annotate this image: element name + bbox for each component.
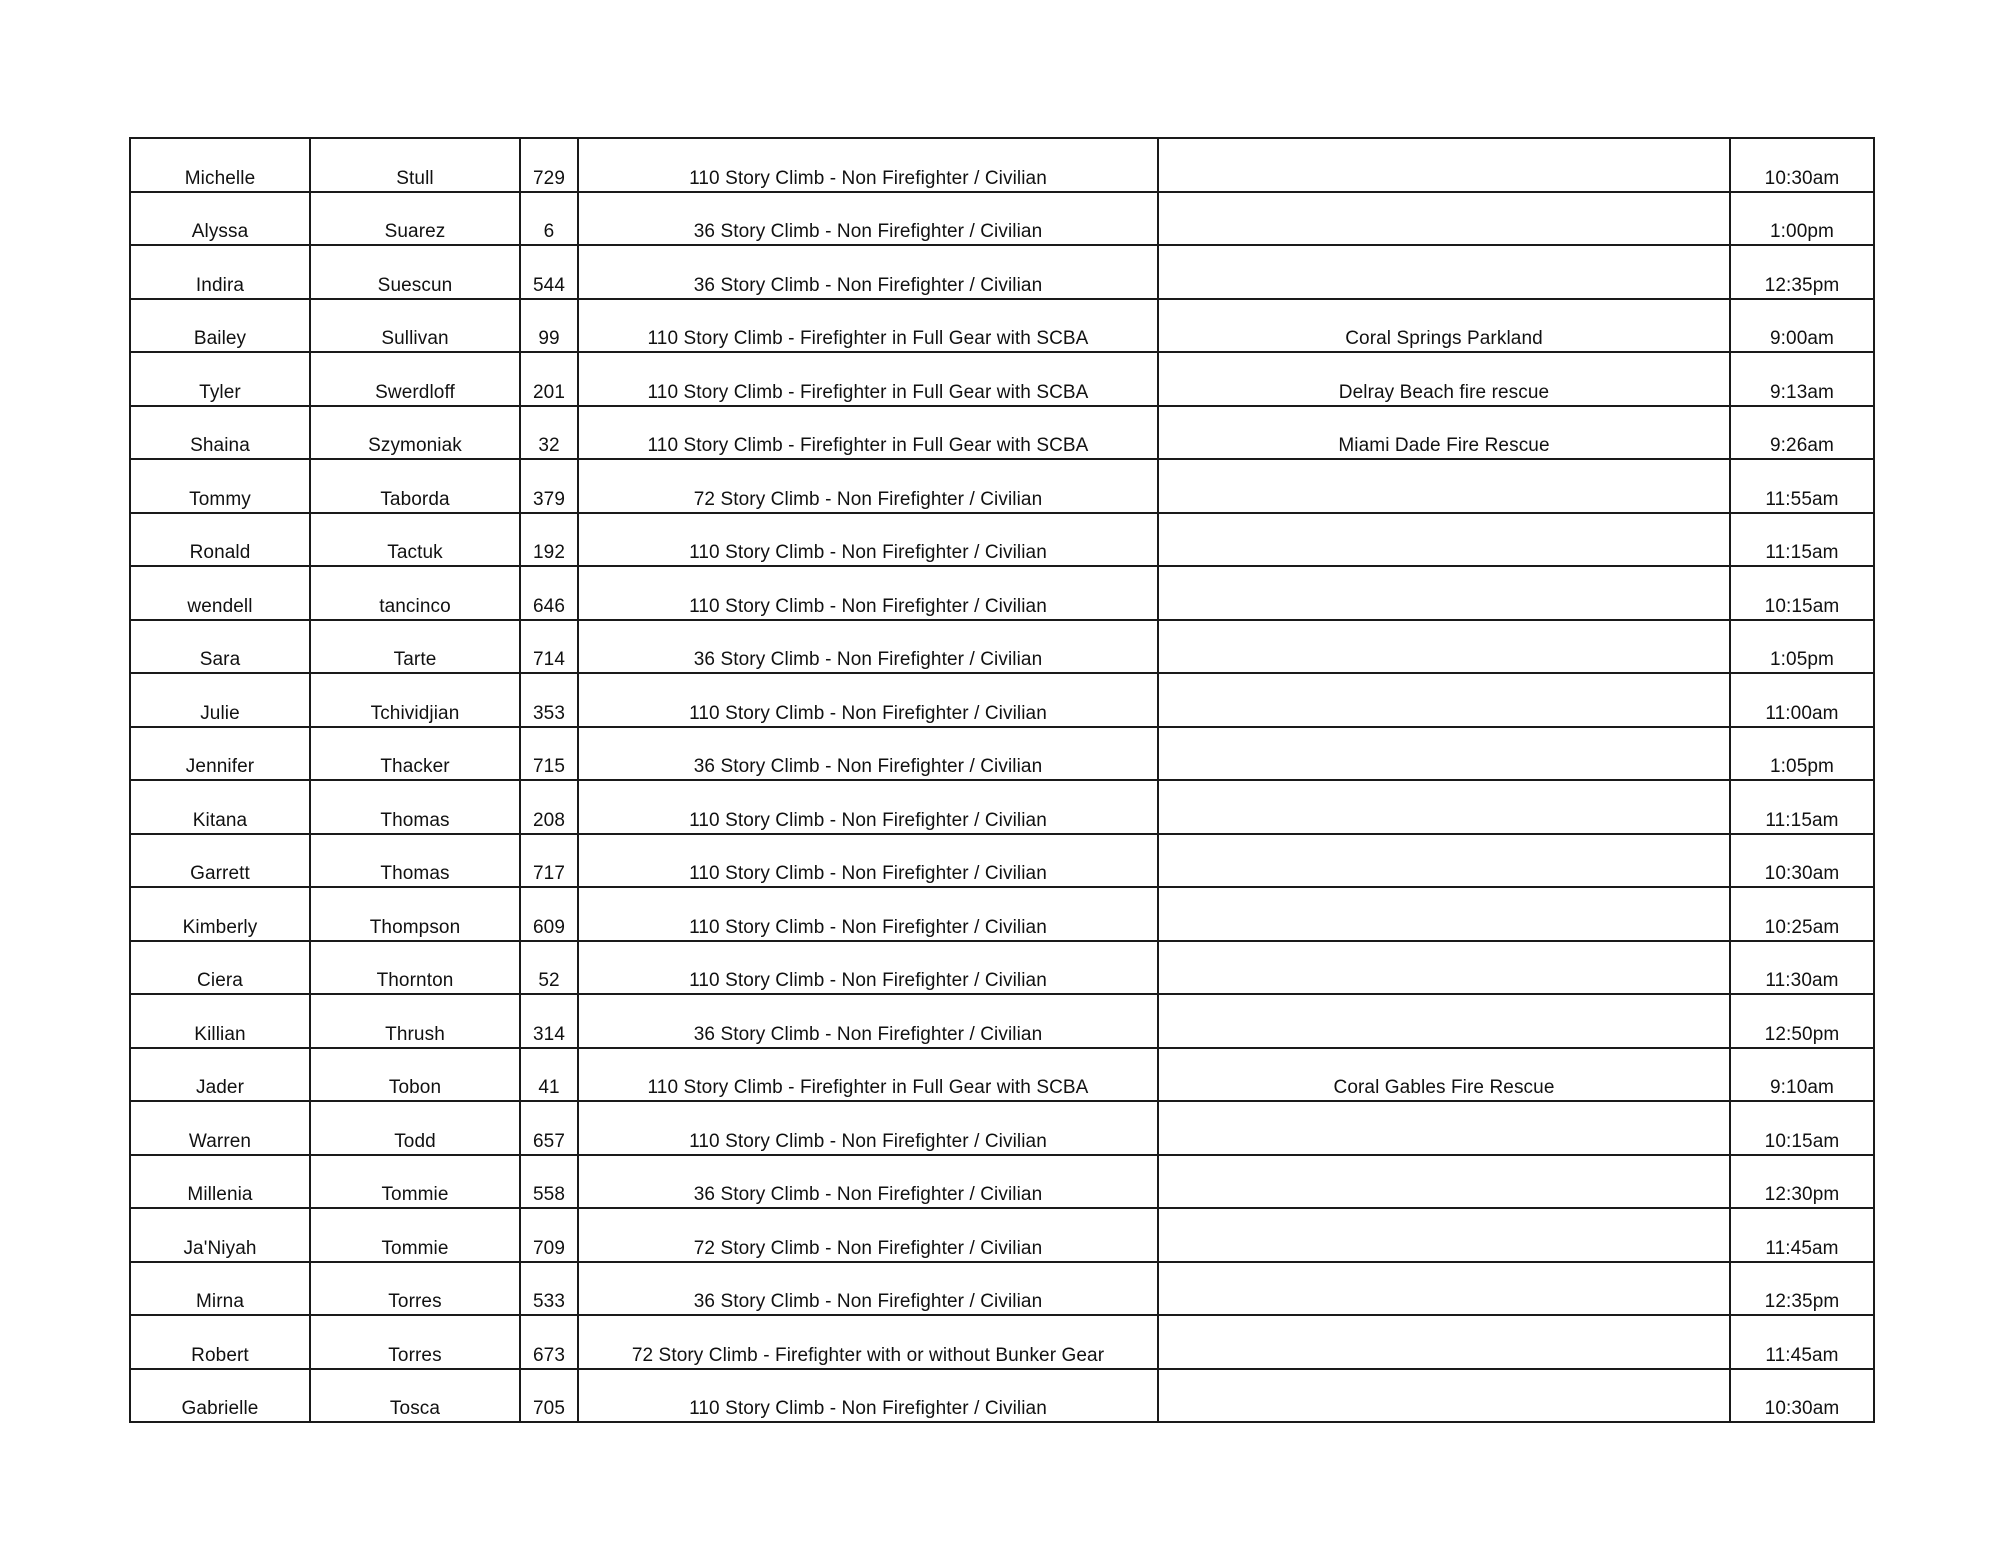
event-cell <box>578 138 1158 192</box>
bib-number-cell <box>520 1315 578 1369</box>
start-time-cell <box>1730 834 1874 888</box>
last-name-cell-text: Tommie <box>381 1184 449 1205</box>
event-cell-text: 110 Story Climb - Non Firefighter / Civilian <box>689 970 1047 991</box>
start-time-cell <box>1730 994 1874 1048</box>
last-name-cell-text: Todd <box>394 1130 436 1152</box>
bib-number-cell <box>520 834 578 888</box>
event-cell <box>578 673 1158 727</box>
table-row <box>130 352 1874 406</box>
event-cell <box>578 1101 1158 1155</box>
table-row <box>130 245 1874 299</box>
first-name-cell-text: Mirna <box>195 1291 244 1312</box>
last-name-cell-text: Swerdloff <box>375 381 455 403</box>
event-cell <box>578 1262 1158 1316</box>
last-name-cell-text: Thompson <box>369 916 461 938</box>
first-name-cell <box>130 138 310 192</box>
department-cell <box>1158 1315 1730 1369</box>
start-time-cell <box>1730 1369 1874 1423</box>
event-cell <box>578 941 1158 995</box>
event-cell-text: 36 Story Climb - Non Firefighter / Civilian <box>693 221 1043 242</box>
last-name-cell <box>310 352 520 406</box>
table-row <box>130 406 1874 460</box>
last-name-cell-text: Stull <box>396 167 434 189</box>
start-time-cell <box>1730 727 1874 781</box>
event-cell-text: 36 Story Climb - Non Firefighter / Civilian <box>693 1023 1043 1045</box>
last-name-cell-text: Thomas <box>380 809 450 831</box>
table-row <box>130 513 1874 567</box>
department-cell <box>1158 834 1730 888</box>
last-name-cell-text: Szymoniak <box>368 435 462 456</box>
first-name-cell <box>130 887 310 941</box>
department-cell <box>1158 941 1730 995</box>
first-name-cell-text: Jennifer <box>185 756 255 777</box>
table-row <box>130 780 1874 834</box>
bib-number-cell <box>520 673 578 727</box>
first-name-cell <box>130 1155 310 1209</box>
bib-number-cell-text: 99 <box>538 328 560 349</box>
start-time-cell <box>1730 245 1874 299</box>
event-cell <box>578 459 1158 513</box>
department-cell <box>1158 138 1730 192</box>
first-name-cell-text: Warren <box>188 1130 252 1152</box>
bib-number-cell-text: 646 <box>532 595 565 617</box>
table-row <box>130 941 1874 995</box>
bib-number-cell <box>520 1262 578 1316</box>
table-row <box>130 299 1874 353</box>
first-name-cell <box>130 1101 310 1155</box>
bib-number-cell <box>520 299 578 353</box>
department-cell <box>1158 566 1730 620</box>
last-name-cell <box>310 887 520 941</box>
start-time-cell <box>1730 459 1874 513</box>
event-cell <box>578 1155 1158 1209</box>
first-name-cell <box>130 352 310 406</box>
event-cell <box>578 1208 1158 1262</box>
start-time-cell-text: 10:30am <box>1764 167 1840 189</box>
first-name-cell <box>130 1262 310 1316</box>
bib-number-cell <box>520 887 578 941</box>
start-time-cell-text: 9:00am <box>1770 328 1834 349</box>
event-cell-text: 36 Story Climb - Non Firefighter / Civilian <box>693 1184 1043 1205</box>
event-cell-text: 110 Story Climb - Non Firefighter / Civilian <box>689 1398 1047 1419</box>
last-name-cell <box>310 245 520 299</box>
start-time-cell-text: 12:35pm <box>1764 274 1840 296</box>
last-name-cell-text: Thacker <box>380 756 450 777</box>
table-row <box>130 834 1874 888</box>
start-time-cell-text: 11:00am <box>1765 702 1839 724</box>
last-name-cell-text: Taborda <box>380 488 450 510</box>
first-name-cell <box>130 994 310 1048</box>
bib-number-cell <box>520 1048 578 1102</box>
department-cell-text: Coral Springs Parkland <box>1345 328 1543 349</box>
department-cell <box>1158 245 1730 299</box>
bib-number-cell-text: 709 <box>532 1237 565 1259</box>
start-time-cell <box>1730 406 1874 460</box>
first-name-cell <box>130 1369 310 1423</box>
bib-number-cell-text: 717 <box>532 863 565 884</box>
bib-number-cell-text: 201 <box>532 381 565 403</box>
first-name-cell-text: Ja'Niyah <box>183 1237 257 1259</box>
event-cell-text: 36 Story Climb - Non Firefighter / Civilian <box>693 756 1043 777</box>
start-time-cell <box>1730 1208 1874 1262</box>
event-cell <box>578 620 1158 674</box>
first-name-cell-text: Julie <box>200 702 240 724</box>
department-cell <box>1158 887 1730 941</box>
first-name-cell-text: Jader <box>195 1077 245 1098</box>
event-cell <box>578 352 1158 406</box>
bib-number-cell <box>520 459 578 513</box>
department-cell <box>1158 1155 1730 1209</box>
start-time-cell-text: 10:25am <box>1764 916 1840 938</box>
event-cell-text: 110 Story Climb - Non Firefighter / Civilian <box>689 167 1047 189</box>
first-name-cell-text: Kimberly <box>182 916 258 938</box>
bib-number-cell-text: 533 <box>532 1291 565 1312</box>
bib-number-cell-text: 52 <box>538 970 560 991</box>
start-time-cell-text: 12:50pm <box>1764 1023 1840 1045</box>
table-row <box>130 138 1874 192</box>
department-cell <box>1158 513 1730 567</box>
start-time-cell-text: 9:26am <box>1770 435 1834 456</box>
bib-number-cell <box>520 406 578 460</box>
start-time-cell <box>1730 1315 1874 1369</box>
department-cell <box>1158 780 1730 834</box>
last-name-cell <box>310 941 520 995</box>
last-name-cell-text: Thrush <box>385 1023 445 1045</box>
start-time-cell <box>1730 299 1874 353</box>
event-cell-text: 110 Story Climb - Non Firefighter / Civilian <box>689 916 1047 938</box>
table-row <box>130 887 1874 941</box>
last-name-cell <box>310 780 520 834</box>
bib-number-cell <box>520 1101 578 1155</box>
last-name-cell <box>310 834 520 888</box>
department-cell-text: Miami Dade Fire Rescue <box>1338 435 1550 456</box>
first-name-cell <box>130 620 310 674</box>
first-name-cell <box>130 727 310 781</box>
start-time-cell <box>1730 138 1874 192</box>
event-cell <box>578 192 1158 246</box>
first-name-cell <box>130 1048 310 1102</box>
event-cell-text: 72 Story Climb - Non Firefighter / Civilian <box>693 1237 1043 1259</box>
first-name-cell-text: Tommy <box>189 488 251 510</box>
bib-number-cell-text: 353 <box>532 702 565 724</box>
table-row <box>130 620 1874 674</box>
start-time-cell <box>1730 1101 1874 1155</box>
last-name-cell-text: Tosca <box>389 1398 441 1419</box>
event-cell-text: 110 Story Climb - Firefighter in Full Gear with SCBA <box>647 435 1089 456</box>
event-cell <box>578 513 1158 567</box>
event-cell <box>578 887 1158 941</box>
bib-number-cell-text: 314 <box>532 1023 565 1045</box>
event-cell <box>578 780 1158 834</box>
first-name-cell-text: Killian <box>194 1023 246 1045</box>
department-cell <box>1158 1048 1730 1102</box>
table-row <box>130 566 1874 620</box>
event-cell <box>578 834 1158 888</box>
last-name-cell-text: Torres <box>388 1344 442 1366</box>
event-cell <box>578 1048 1158 1102</box>
event-cell-text: 36 Story Climb - Non Firefighter / Civilian <box>693 274 1043 296</box>
first-name-cell-text: Gabrielle <box>181 1398 259 1419</box>
first-name-cell <box>130 780 310 834</box>
department-cell <box>1158 727 1730 781</box>
start-time-cell <box>1730 780 1874 834</box>
bib-number-cell-text: 208 <box>532 809 565 831</box>
start-time-cell-text: 11:30am <box>1765 970 1839 991</box>
event-cell <box>578 245 1158 299</box>
table-row <box>130 673 1874 727</box>
last-name-cell-text: Thomas <box>380 863 450 884</box>
event-cell-text: 110 Story Climb - Non Firefighter / Civilian <box>689 702 1047 724</box>
start-time-cell-text: 1:00pm <box>1770 221 1834 242</box>
start-time-cell-text: 11:45am <box>1765 1344 1839 1366</box>
first-name-cell-text: Garrett <box>190 863 250 884</box>
last-name-cell <box>310 1369 520 1423</box>
first-name-cell-text: Sara <box>199 649 241 670</box>
first-name-cell <box>130 299 310 353</box>
table-row <box>130 1048 1874 1102</box>
participant-table <box>129 137 1875 1423</box>
last-name-cell <box>310 1262 520 1316</box>
first-name-cell <box>130 192 310 246</box>
first-name-cell-text: Indira <box>195 274 245 296</box>
bib-number-cell <box>520 994 578 1048</box>
start-time-cell <box>1730 1048 1874 1102</box>
bib-number-cell-text: 32 <box>538 435 560 456</box>
bib-number-cell <box>520 727 578 781</box>
event-cell-text: 110 Story Climb - Firefighter in Full Gear with SCBA <box>647 1077 1089 1098</box>
start-time-cell-text: 1:05pm <box>1770 756 1834 777</box>
start-time-cell-text: 11:45am <box>1765 1237 1839 1259</box>
event-cell-text: 72 Story Climb - Non Firefighter / Civilian <box>693 488 1043 510</box>
start-time-cell-text: 10:30am <box>1764 863 1840 884</box>
first-name-cell-text: Ciera <box>197 970 243 991</box>
bib-number-cell <box>520 245 578 299</box>
bib-number-cell-text: 6 <box>543 221 555 242</box>
last-name-cell <box>310 994 520 1048</box>
department-cell <box>1158 192 1730 246</box>
bib-number-cell <box>520 192 578 246</box>
table-row <box>130 1369 1874 1423</box>
last-name-cell <box>310 138 520 192</box>
last-name-cell <box>310 727 520 781</box>
bib-number-cell <box>520 566 578 620</box>
start-time-cell <box>1730 1155 1874 1209</box>
last-name-cell-text: Suescun <box>377 274 453 296</box>
last-name-cell-text: Tactuk <box>387 542 443 563</box>
first-name-cell <box>130 459 310 513</box>
bib-number-cell-text: 673 <box>532 1344 565 1366</box>
start-time-cell-text: 11:55am <box>1765 488 1839 510</box>
start-time-cell <box>1730 887 1874 941</box>
bib-number-cell <box>520 352 578 406</box>
event-cell-text: 110 Story Climb - Non Firefighter / Civilian <box>689 595 1047 617</box>
first-name-cell-text: Millenia <box>187 1184 253 1205</box>
department-cell <box>1158 1369 1730 1423</box>
last-name-cell-text: Torres <box>388 1291 442 1312</box>
event-cell-text: 110 Story Climb - Non Firefighter / Civilian <box>689 863 1047 884</box>
bib-number-cell <box>520 138 578 192</box>
first-name-cell-text: Alyssa <box>191 221 249 242</box>
start-time-cell-text: 10:15am <box>1764 595 1840 617</box>
bib-number-cell-text: 715 <box>532 756 565 777</box>
department-cell <box>1158 673 1730 727</box>
last-name-cell <box>310 673 520 727</box>
start-time-cell-text: 11:15am <box>1765 809 1839 831</box>
department-cell <box>1158 994 1730 1048</box>
department-cell <box>1158 352 1730 406</box>
start-time-cell <box>1730 192 1874 246</box>
last-name-cell-text: Tobon <box>388 1077 442 1098</box>
bib-number-cell-text: 192 <box>532 542 565 563</box>
event-cell-text: 110 Story Climb - Non Firefighter / Civilian <box>689 809 1047 831</box>
last-name-cell <box>310 299 520 353</box>
bib-number-cell-text: 714 <box>532 649 565 670</box>
table-row <box>130 727 1874 781</box>
first-name-cell <box>130 834 310 888</box>
event-cell-text: 110 Story Climb - Non Firefighter / Civilian <box>689 542 1047 563</box>
department-cell <box>1158 1262 1730 1316</box>
start-time-cell <box>1730 941 1874 995</box>
bib-number-cell-text: 657 <box>532 1130 565 1152</box>
department-cell <box>1158 620 1730 674</box>
table-row <box>130 459 1874 513</box>
bib-number-cell <box>520 513 578 567</box>
event-cell <box>578 299 1158 353</box>
first-name-cell-text: wendell <box>187 595 253 617</box>
event-cell-text: 36 Story Climb - Non Firefighter / Civilian <box>693 649 1043 670</box>
last-name-cell <box>310 620 520 674</box>
first-name-cell <box>130 406 310 460</box>
bib-number-cell <box>520 1369 578 1423</box>
department-cell-text: Delray Beach fire rescue <box>1338 381 1550 403</box>
first-name-cell-text: Ronald <box>189 542 251 563</box>
last-name-cell <box>310 1315 520 1369</box>
bib-number-cell-text: 705 <box>532 1398 565 1419</box>
bib-number-cell-text: 729 <box>532 167 565 189</box>
event-cell-text: 36 Story Climb - Non Firefighter / Civilian <box>693 1291 1043 1312</box>
first-name-cell-text: Tyler <box>199 381 241 403</box>
last-name-cell-text: Tchividjian <box>370 702 460 724</box>
table-row <box>130 1315 1874 1369</box>
table-row <box>130 1155 1874 1209</box>
start-time-cell-text: 12:30pm <box>1764 1184 1840 1205</box>
first-name-cell <box>130 245 310 299</box>
start-time-cell-text: 9:13am <box>1770 381 1834 403</box>
bib-number-cell-text: 558 <box>532 1184 565 1205</box>
bib-number-cell-text: 544 <box>532 274 565 296</box>
event-cell <box>578 1369 1158 1423</box>
first-name-cell <box>130 673 310 727</box>
last-name-cell <box>310 1208 520 1262</box>
event-cell-text: 110 Story Climb - Non Firefighter / Civilian <box>689 1130 1047 1152</box>
last-name-cell-text: tancinco <box>379 595 451 617</box>
event-cell <box>578 727 1158 781</box>
table-row <box>130 994 1874 1048</box>
first-name-cell <box>130 513 310 567</box>
first-name-cell-text: Robert <box>191 1344 249 1366</box>
department-cell <box>1158 406 1730 460</box>
event-cell <box>578 406 1158 460</box>
department-cell-text: Coral Gables Fire Rescue <box>1333 1077 1555 1098</box>
event-cell-text: 110 Story Climb - Firefighter in Full Gear with SCBA <box>647 328 1089 349</box>
event-cell <box>578 566 1158 620</box>
table-row <box>130 1262 1874 1316</box>
start-time-cell <box>1730 352 1874 406</box>
start-time-cell-text: 1:05pm <box>1770 649 1834 670</box>
event-cell <box>578 1315 1158 1369</box>
last-name-cell-text: Sullivan <box>381 328 449 349</box>
last-name-cell-text: Tarte <box>393 649 437 670</box>
participant-table-body <box>130 138 1874 1422</box>
start-time-cell-text: 12:35pm <box>1764 1291 1840 1312</box>
department-cell <box>1158 459 1730 513</box>
bib-number-cell <box>520 620 578 674</box>
bib-number-cell <box>520 780 578 834</box>
last-name-cell <box>310 192 520 246</box>
event-cell <box>578 994 1158 1048</box>
first-name-cell <box>130 1315 310 1369</box>
bib-number-cell <box>520 1208 578 1262</box>
last-name-cell <box>310 406 520 460</box>
last-name-cell <box>310 513 520 567</box>
start-time-cell-text: 11:15am <box>1765 542 1839 563</box>
start-time-cell-text: 10:15am <box>1764 1130 1840 1152</box>
first-name-cell-text: Shaina <box>190 435 250 456</box>
last-name-cell <box>310 1048 520 1102</box>
event-cell-text: 110 Story Climb - Firefighter in Full Gear with SCBA <box>647 381 1089 403</box>
first-name-cell <box>130 941 310 995</box>
table-row <box>130 1208 1874 1262</box>
start-time-cell <box>1730 620 1874 674</box>
last-name-cell-text: Thornton <box>376 970 454 991</box>
table-row <box>130 1101 1874 1155</box>
last-name-cell-text: Tommie <box>381 1237 449 1259</box>
first-name-cell <box>130 1208 310 1262</box>
start-time-cell-text: 10:30am <box>1764 1398 1840 1419</box>
last-name-cell-text: Suarez <box>384 221 446 242</box>
bib-number-cell <box>520 1155 578 1209</box>
department-cell <box>1158 1101 1730 1155</box>
first-name-cell-text: Kitana <box>192 809 248 831</box>
last-name-cell <box>310 459 520 513</box>
bib-number-cell <box>520 941 578 995</box>
first-name-cell-text: Michelle <box>184 167 256 189</box>
last-name-cell <box>310 1101 520 1155</box>
table-row <box>130 192 1874 246</box>
start-time-cell-text: 9:10am <box>1770 1077 1834 1098</box>
start-time-cell <box>1730 673 1874 727</box>
bib-number-cell-text: 41 <box>538 1077 560 1098</box>
start-time-cell <box>1730 1262 1874 1316</box>
bib-number-cell-text: 379 <box>532 488 565 510</box>
bib-number-cell-text: 609 <box>532 916 565 938</box>
last-name-cell <box>310 1155 520 1209</box>
start-time-cell <box>1730 513 1874 567</box>
department-cell <box>1158 299 1730 353</box>
last-name-cell <box>310 566 520 620</box>
department-cell <box>1158 1208 1730 1262</box>
first-name-cell-text: Bailey <box>193 328 247 349</box>
start-time-cell <box>1730 566 1874 620</box>
first-name-cell <box>130 566 310 620</box>
event-cell-text: 72 Story Climb - Firefighter with or without Bunker Gear <box>631 1344 1105 1366</box>
